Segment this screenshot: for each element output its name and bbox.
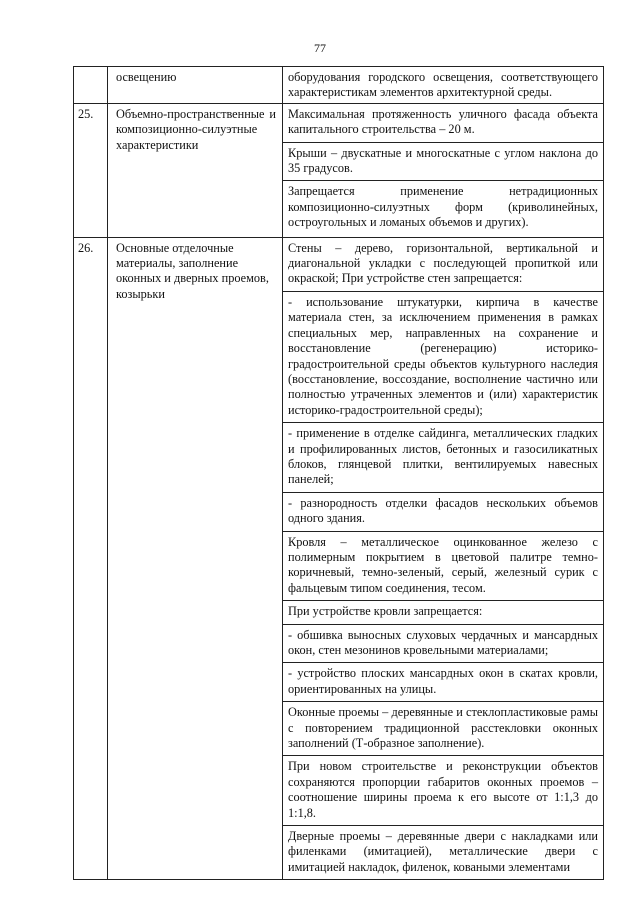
row-title: Основные отделочные материалы, заполнение оконных и дверных проемов, козырьки — [108, 237, 283, 880]
row-number — [74, 67, 108, 104]
content-paragraph: Запрещается применение нетрадиционных композиционно-силуэтных форм (криволинейных, остроугольных и ломаных объемов и других). — [288, 184, 598, 230]
content-paragraph: Оконные проемы – деревянные и стеклопластиковые рамы с повторением традиционной расстекловки оконных заполнений (Т-образное заполнение). — [283, 702, 603, 756]
content-paragraph: Стены – дерево, горизонтальной, вертикальной и диагональной укладки с последующей пропиткой или окраской; При устройстве стен запрещается: — [283, 238, 603, 292]
content-paragraph: оборудования городского освещения, соответствующего характеристикам элементов архитектурной среды. — [288, 70, 598, 100]
content-paragraph: Максимальная протяженность уличного фасада объекта капитального строительства – 20 м. — [283, 104, 603, 143]
content-paragraph: - обшивка выносных слуховых чердачных и мансардных окон, стен мезонинов кровельными материалами; — [283, 625, 603, 664]
page-number: 77 — [314, 41, 326, 55]
table-row — [74, 67, 604, 104]
content-paragraph: - применение в отделке сайдинга, металлических гладких и профилированных листов, бетонных и газосиликатных блоков, глянцевой плитки, вентилируемых навесных панелей; — [283, 423, 603, 493]
table-row — [74, 103, 604, 237]
row-content — [283, 67, 604, 104]
row-content — [283, 237, 604, 880]
content-paragraph: - использование штукатурки, кирпича в качестве материала стен, за исключением применения в рамках специальных мер, направленных на сохранение и восстановление (регенерацию) историко-градостроительной среды объектов культурного наследия (восстановление, воссоздание, восполнение частично или полностью утраченных элементов и (или) характеристик историко-градостроительной среды); — [283, 292, 603, 423]
content-paragraph: - устройство плоских мансардных окон в скатах кровли, ориентированных на улицы. — [283, 663, 603, 702]
content-paragraph: Кровля – металлическое оцинкованное железо с полимерным покрытием в цветовой палитре темно-коричневый, темно-зеленый, серый, железный сурик с фальцевым типом соединения, тесом. — [283, 532, 603, 602]
row-content — [283, 103, 604, 237]
row-number: 25. — [74, 103, 108, 237]
content-paragraph: При устройстве кровли запрещается: — [283, 601, 603, 624]
row-title: Объемно-пространственные и композиционно-силуэтные характеристики — [108, 103, 283, 237]
row-number: 26. — [74, 237, 108, 880]
content-paragraph: - разнородность отделки фасадов нескольких объемов одного здания. — [283, 493, 603, 532]
table-row — [74, 237, 604, 880]
row-title: освещению — [108, 67, 283, 104]
content-paragraph: При новом строительстве и реконструкции объектов сохраняются пропорции габаритов оконных проемов – соотношение ширины проема к его высоте от 1:1,3 до 1:1,8. — [283, 756, 603, 826]
content-paragraph: Крыши – двускатные и многоскатные с углом наклона до 35 градусов. — [283, 143, 603, 182]
content-paragraph: Дверные проемы – деревянные двери с накладками или филенками (имитацией), металлические двери с имитацией накладок, филенок, коваными элементами — [288, 829, 598, 874]
regulations-table — [73, 66, 604, 880]
